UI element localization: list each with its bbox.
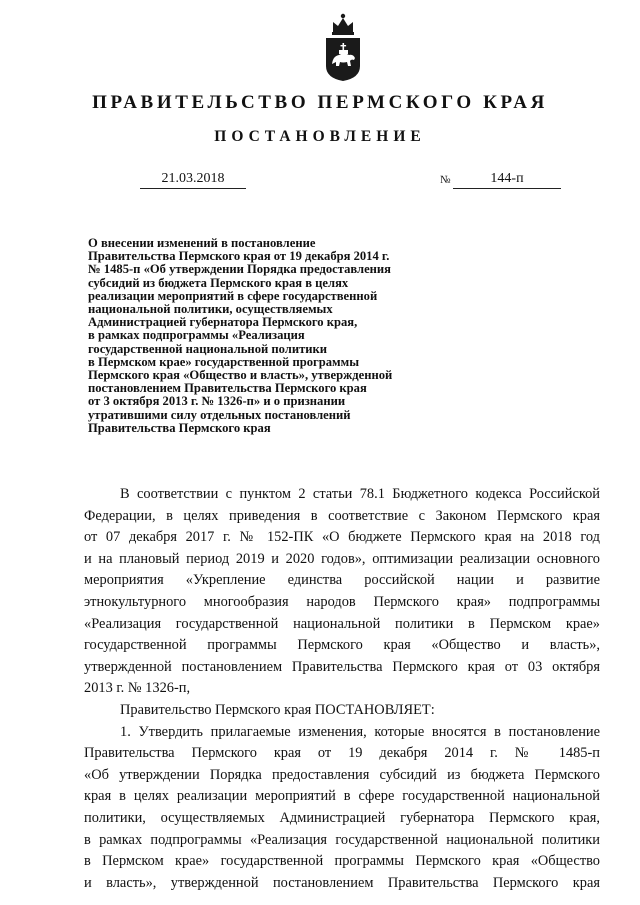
document-date: 21.03.2018 [140,169,246,189]
subject-line: Правительства Пермского края [88,420,271,435]
body-line: Правительства Пермского края от 19 декабря 2014 г. № 1485-п [84,745,600,762]
body-line: этнокультурного многообразия народов Пермского края» подпрограммы [84,593,600,610]
body-line: утвержденной постановлением Правительства Пермского края от 03 октября [84,658,600,675]
subject-line: О внесении изменений в постановление [88,236,316,250]
document-number: 144-п [453,169,561,189]
body-line: и на плановый период 2019 и 2020 годов», оптимизации реализации основного [84,550,600,567]
body-line: 1. Утвердить прилагаемые изменения, которые вносятся в постановление [120,723,600,740]
document-body [84,484,600,894]
subject-line: от 3 октября 2013 г. № 1326-п» и о признании [88,394,346,409]
subject-line: в Пермском крае» государственной программы [88,354,360,369]
subject-line: № 1485-п «Об утверждении Порядка предоставления [88,262,392,277]
subject-line: постановлением Правительства Пермского края [88,381,367,396]
body-line: Федерации, в целях приведения в соответствие с Законом Пермского края [84,507,600,524]
subject-line: в рамках подпрограммы «Реализация [88,328,305,343]
subject-line: государственной национальной политики [88,341,328,356]
body-line: государственной программы Пермского края «Общество и власть», [84,637,600,654]
body-line: в Пермском крае» государственной программы Пермского края «Общество [84,853,600,870]
subject-line: реализации мероприятий в сфере государственной [88,288,378,303]
decree-statement: Правительство Пермского края ПОСТАНОВЛЯЕТ: [120,701,435,718]
number-label: № [440,174,451,186]
subject-line: субсидий из бюджета Пермского края в целях [88,275,349,290]
body-line: и власть», утвержденной постановлением Правительства Пермского края [84,874,600,891]
subject-line: Пермского края «Общество и власть», утвержденной [88,368,393,383]
document-subject [88,237,468,435]
subject-line: утратившими силу отдельных постановлений [88,407,351,422]
body-line: В соответствии с пунктом 2 статьи 78.1 Бюджетного кодекса Российской [120,486,600,502]
body-line: мероприятия «Укрепление единства российской нации и развитие [84,572,600,589]
body-line: политики, осуществляемых Администрацией губернатора Пермского края, [84,809,600,826]
body-line: края в целях реализации мероприятий в сфере государственной национальной [84,788,600,805]
body-line: от 07 декабря 2017 г. № 152-ПК «О бюджете Пермского края на 2018 год [84,529,600,546]
subject-line: Правительства Пермского края от 19 декабря 2014 г. [88,249,390,264]
subject-line: национальной политики, осуществляемых [88,302,333,317]
body-line: «Об утверждении Порядка предоставления субсидий из бюджета Пермского [84,766,600,783]
body-line: «Реализация государственной национальной политики в Пермском крае» [84,615,600,632]
body-line: 2013 г. № 1326-п, [84,680,191,697]
coat-of-arms-emblem [322,10,364,82]
subject-line: Администрацией губернатора Пермского края, [88,315,358,330]
body-line: в рамках подпрограммы «Реализация государственной национальной политики [84,831,600,848]
government-title: ПРАВИТЕЛЬСТВО ПЕРМСКОГО КРАЯ [92,92,548,113]
document-type-title: ПОСТАНОВЛЕНИЕ [214,128,426,145]
